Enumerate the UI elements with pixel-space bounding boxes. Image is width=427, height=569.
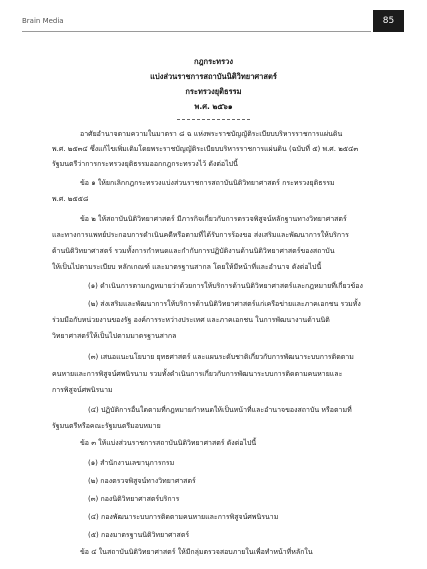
body-line: ข้อ ๑ ให้ยกเลิกกฎกระทรวงแบ่งส่วนราชการสถาบันนิติวิทยาศาสตร์ กระทรวงยุติธรรม bbox=[80, 179, 335, 187]
body-line: (๕) กองมาตรฐานนิติวิทยาศาสตร์ bbox=[88, 531, 190, 539]
title-line: แบ่งส่วนราชการสถาบันนิติวิทยาศาสตร์ bbox=[150, 72, 277, 81]
body-line: (๒) ส่งเสริมและพัฒนาการให้บริการด้านนิติวิทยาศาสตร์แก่เครือข่ายและภาคเอกชน รวมทั้ง bbox=[88, 300, 361, 308]
title-line: กฎกระทรวง bbox=[193, 57, 234, 66]
body-line: (๒) กองตรวจพิสูจน์ทางวิทยาศาสตร์ bbox=[88, 477, 196, 485]
page-number-badge: 85 bbox=[373, 10, 404, 32]
body-line: การพิสูจน์ศพนิรนาม bbox=[52, 386, 113, 394]
header-brand: Brain Media bbox=[22, 17, 64, 25]
body-line: (๔) ปฏิบัติการอื่นใดตามที่กฎหมายกำหนดให้เป็นหน้าที่และอำนาจของสถาบัน หรือตามที่ bbox=[88, 406, 352, 414]
document-title bbox=[0, 54, 427, 114]
body-line: อาศัยอำนาจตามความในมาตรา ๘ ฉ แห่งพระราชบัญญัติระเบียบบริหารราชการแผ่นดิน bbox=[80, 130, 343, 138]
title-line: พ.ศ. ๒๕๖๑ bbox=[194, 102, 233, 111]
body-line: ด้านนิติวิทยาศาสตร์ รวมทั้งการกำหนดและกำกับการปฏิบัติงานด้านนิติวิทยาศาสตร์ของสถาบัน bbox=[52, 247, 335, 255]
body-line: (๑) ดำเนินการตามกฎหมายว่าด้วยการให้บริการด้านนิติวิทยาศาสตร์และกฎหมายที่เกี่ยวข้อง bbox=[88, 282, 363, 290]
body-line: (๓) กองนิติวิทยาศาสตร์บริการ bbox=[88, 495, 180, 503]
body-line: รัฐมนตรีว่าการกระทรวงยุติธรรมออกกฎกระทรวงไว้ ดังต่อไปนี้ bbox=[52, 160, 238, 168]
title-line: กระทรวงยุติธรรม bbox=[185, 87, 242, 96]
body-line: ข้อ ๒ ให้สถาบันนิติวิทยาศาสตร์ มีภารกิจเกี่ยวกับการตรวจพิสูจน์หลักฐานทางวิทยาศาสตร์ bbox=[80, 215, 347, 223]
body-line: (๔) กองพัฒนาระบบการติดตามคนหายและการพิสูจน์ศพนิรนาม bbox=[88, 513, 279, 521]
body-line: รัฐมนตรีหรือคณะรัฐมนตรีมอบหมาย bbox=[52, 422, 161, 430]
body-line: คนหายและการพิสูจน์ศพนิรนาม รวมทั้งดำเนินการเกี่ยวกับการพัฒนาระบบการติดตามคนหายและ bbox=[52, 370, 343, 378]
body-line: (๑) สำนักงานเลขานุการกรม bbox=[88, 459, 175, 467]
header-rule bbox=[22, 31, 371, 32]
body-line: ข้อ ๔ ในสถาบันนิติวิทยาศาสตร์ ให้มีกลุ่มตรวจสอบภายในเพื่อทำหน้าที่หลักใน bbox=[80, 548, 313, 556]
body-line: และทางการแพทย์ประกอบการดำเนินคดีหรือตามที่ได้รับการร้องขอ ส่งเสริมและพัฒนาการให้บริการ bbox=[52, 231, 349, 239]
title-divider bbox=[177, 119, 250, 120]
body-line: ร่วมมือกับหน่วยงานของรัฐ องค์การระหว่างประเทศ และภาคเอกชน ในการพัฒนางานด้านนิติ bbox=[52, 316, 330, 324]
body-line: ข้อ ๓ ให้แบ่งส่วนราชการสถาบันนิติวิทยาศาสตร์ ดังต่อไปนี้ bbox=[80, 439, 257, 447]
body-line: พ.ศ. ๒๕๕๘ bbox=[52, 195, 89, 203]
body-line: พ.ศ. ๒๕๓๔ ซึ่งแก้ไขเพิ่มเติมโดยพระราชบัญญัติระเบียบบริหารราชการแผ่นดิน (ฉบับที่ ๕) พ.ศ. ๒๕๔๓ bbox=[52, 145, 359, 153]
body-line: วิทยาศาสตร์ให้เป็นไปตามมาตรฐานสากล bbox=[52, 332, 177, 340]
body-line: (๓) เสนอแนะนโยบาย ยุทธศาสตร์ และแผนระดับชาติเกี่ยวกับการพัฒนาระบบการติดตาม bbox=[88, 353, 354, 361]
body-line: ให้เป็นไปตามระเบียบ หลักเกณฑ์ และมาตรฐานสากล โดยให้มีหน้าที่และอำนาจ ดังต่อไปนี้ bbox=[52, 263, 322, 271]
